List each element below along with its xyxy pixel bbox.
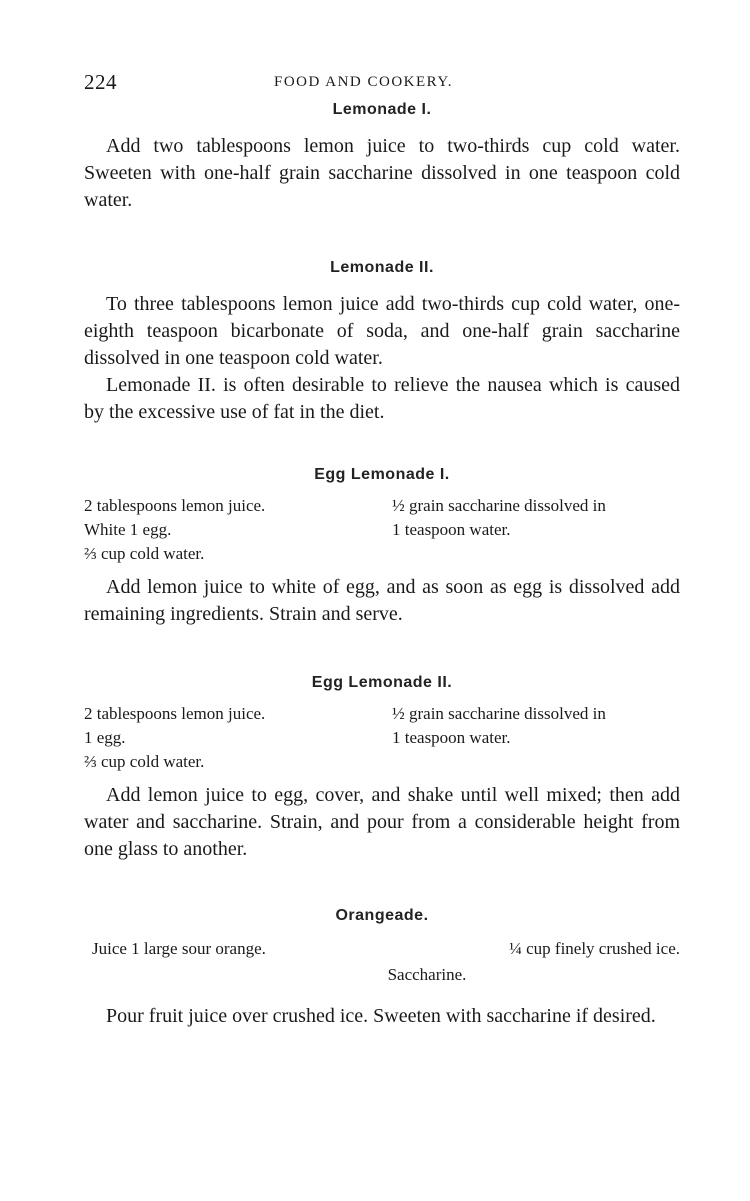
recipe-title: Egg Lemonade I. (314, 466, 450, 483)
recipe-title: Egg Lemonade II. (311, 674, 453, 691)
recipe-orangeade (84, 907, 680, 1030)
ingredient-item: 1 egg. (84, 728, 126, 747)
recipe-body: Add two tablespoons lemon juice to two-thirds cup cold water. Sweeten with one-half grain saccharine dissolved in one teaspoon cold water. (84, 135, 680, 211)
running-title: FOOD AND COOKERY. (274, 74, 454, 90)
recipe-body: Pour fruit juice over crushed ice. Sweeten with saccharine if desired. (106, 1005, 656, 1027)
ingredient-column-left (84, 494, 372, 566)
ingredient-item: Juice 1 large sour orange. (92, 939, 266, 958)
recipe-lemonade-1 (84, 101, 680, 214)
ingredient-item: 2 tablespoons lemon juice. (84, 704, 266, 723)
ingredient-column-right (372, 494, 680, 566)
page-number: 224 (84, 70, 117, 94)
ingredient-list (84, 494, 680, 566)
ingredient-item: ½ grain saccharine dissolved in (392, 704, 606, 723)
book-page (84, 66, 680, 1030)
page-header (84, 66, 680, 98)
recipe-body: Add lemon juice to white of egg, and as soon as egg is dissolved add remaining ingredients. Strain and serve. (84, 576, 680, 625)
ingredient-item: Saccharine. (387, 965, 467, 984)
recipe-note: Lemonade II. is often desirable to relieve the nausea which is caused by the excessive use of fat in the diet. (84, 374, 680, 423)
recipe-body: Add lemon juice to egg, cover, and shake until well mixed; then add water and saccharine. Strain, and pour from a considerable height from one glass to another. (84, 784, 680, 860)
ingredient-item: ⅔ cup cold water. (84, 752, 205, 771)
ingredient-item: ⅔ cup cold water. (84, 544, 205, 563)
recipe-title: Orangeade. (335, 907, 429, 924)
ingredient-column-left (84, 702, 372, 774)
ingredient-item: 1 teaspoon water. (392, 728, 511, 747)
ingredient-item: 2 tablespoons lemon juice. (84, 496, 266, 515)
ingredient-item: ½ grain saccharine dissolved in (392, 496, 606, 515)
ingredient-item: 1 teaspoon water. (392, 520, 511, 539)
recipe-title: Lemonade II. (330, 259, 434, 276)
ingredient-item: ¼ cup finely crushed ice. (509, 939, 680, 958)
ingredient-list (84, 939, 680, 963)
ingredient-column-right (372, 702, 680, 774)
recipe-egg-lemonade-1 (84, 466, 680, 628)
ingredient-item: White 1 egg. (84, 520, 172, 539)
recipe-egg-lemonade-2 (84, 674, 680, 863)
recipe-body: To three tablespoons lemon juice add two-thirds cup cold water, one-eighth teaspoon bicarbonate of soda, and one-half grain saccharine dissolved in one teaspoon cold water. (84, 293, 680, 369)
ingredient-list (84, 702, 680, 774)
recipe-title: Lemonade I. (332, 101, 432, 118)
recipe-lemonade-2 (84, 259, 680, 426)
